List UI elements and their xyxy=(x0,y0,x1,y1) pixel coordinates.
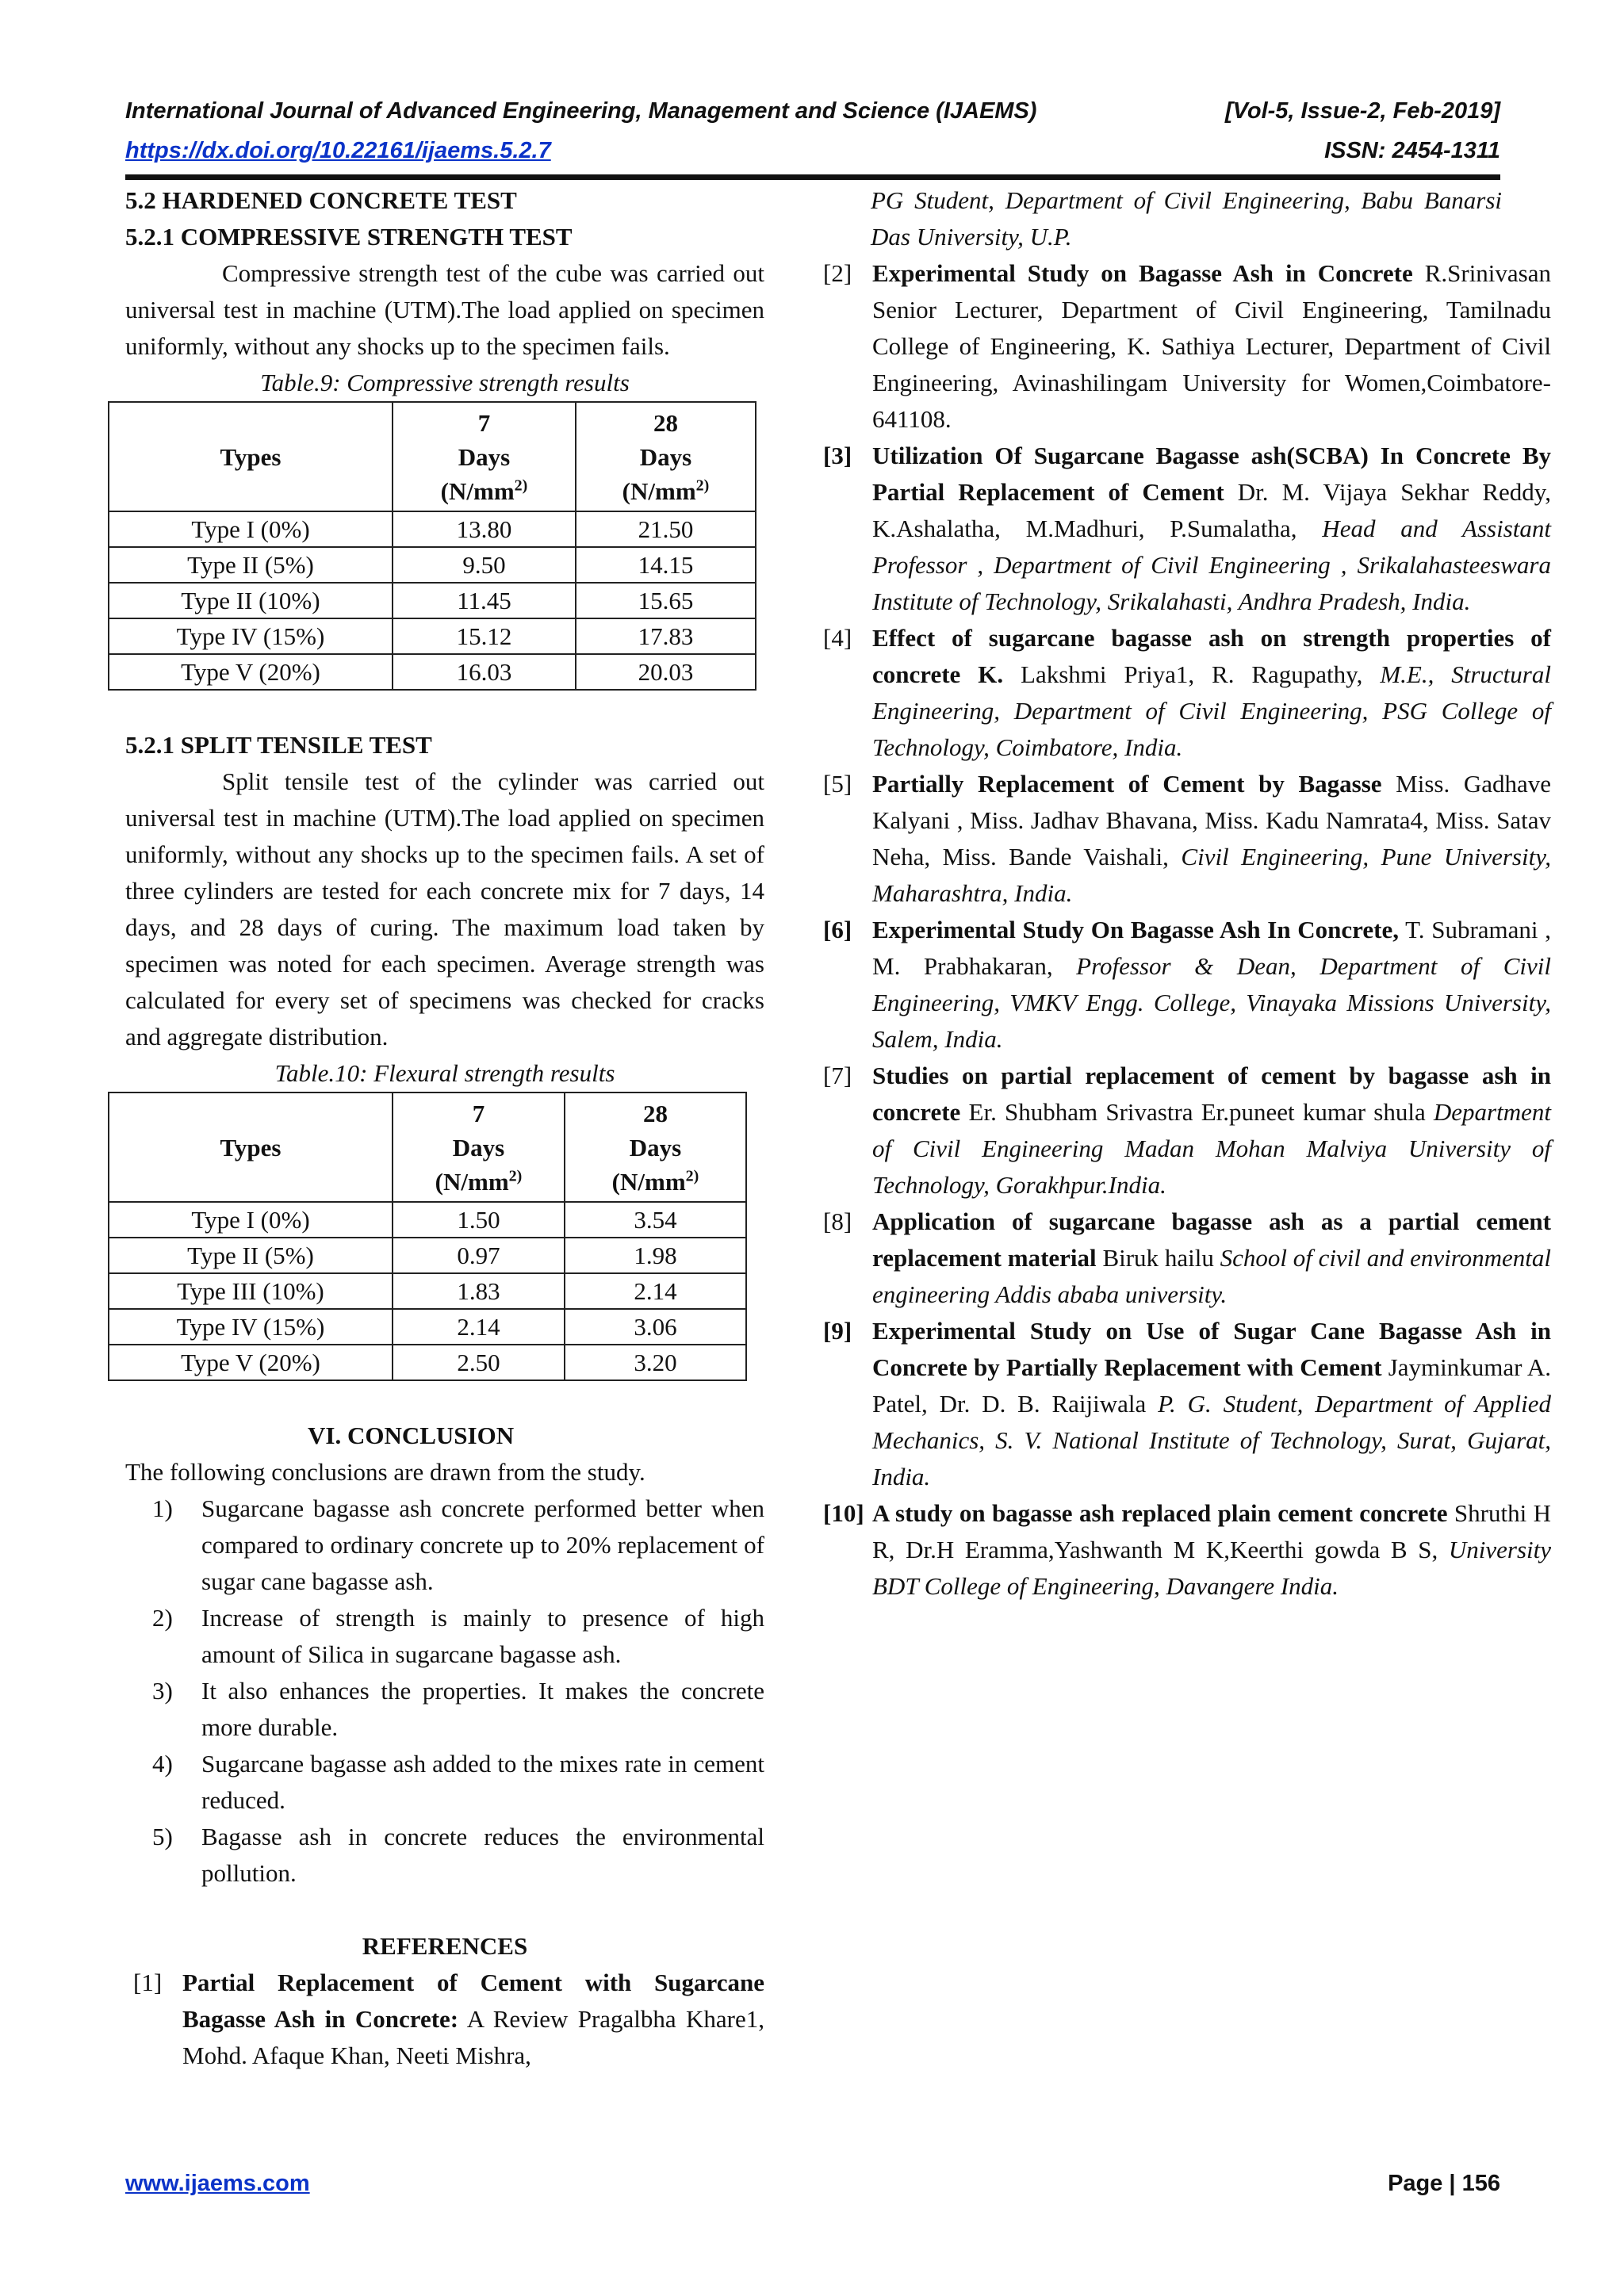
table-cell: Type V (20%) xyxy=(109,654,393,690)
table-cell: 0.97 xyxy=(393,1238,565,1273)
table-cell: Type II (5%) xyxy=(109,547,393,583)
reference-item xyxy=(823,1058,1551,1203)
table-header-cell: Types xyxy=(109,1093,393,1202)
website-link[interactable]: www.ijaems.com xyxy=(125,2171,310,2196)
table-cell: 3.20 xyxy=(565,1345,746,1380)
reference-authors: R.Srinivasan Senior Lecturer, Department of Civil Engineering, Tamilnadu College of Engineering, K. Sathiya Lecturer, Department of Civil Engineering, Avinashilingam University for Women,Coimbatore-641108. xyxy=(872,259,1551,433)
table-cell: 14.15 xyxy=(576,547,756,583)
table-cell: Type IV (15%) xyxy=(109,618,393,654)
table-cell: Type III (10%) xyxy=(109,1273,393,1309)
conclusion-text: Sugarcane bagasse ash concrete performed better when compared to ordinary concrete up to 20% replacement of sugar cane bagasse ash. xyxy=(201,1494,764,1595)
table-row xyxy=(109,511,756,547)
reference-item xyxy=(823,255,1551,438)
table-cell: 15.12 xyxy=(393,618,576,654)
left-column xyxy=(125,182,764,2074)
reference-authors: A Review Pragalbha Khare1, Mohd. Afaque Khan, Neeti Mishra, xyxy=(182,2005,764,2069)
conclusion-item xyxy=(125,1490,764,1600)
reference-item xyxy=(823,766,1551,912)
table-row xyxy=(109,1238,746,1273)
table-row xyxy=(109,1273,746,1309)
table-caption: Table.10: Flexural strength results xyxy=(274,1059,615,1087)
reference-title: Utilization Of Sugarcane Bagasse ash(SCBA) In Concrete By Partial Replacement of Cement xyxy=(872,442,1551,506)
section-heading: 5.2.1 SPLIT TENSILE TEST xyxy=(125,731,432,759)
conclusion-item xyxy=(125,1600,764,1673)
table-row xyxy=(109,618,756,654)
list-number: 3) xyxy=(152,1677,173,1705)
reference-title: Studies on partial replacement of cement by bagasse ash in concrete xyxy=(872,1062,1551,1126)
reference-number: [2] xyxy=(823,259,852,287)
reference-affiliation: PG Student, Department of Civil Engineering, Babu Banarsi Das University, U.P. xyxy=(871,186,1502,251)
table-row xyxy=(109,547,756,583)
table-header-cell: Types xyxy=(109,402,393,511)
conclusion-text: Increase of strength is mainly to presence of high amount of Silica in sugarcane bagasse ash. xyxy=(201,1604,764,1668)
table-row xyxy=(109,1345,746,1380)
doi-header xyxy=(125,138,1500,170)
journal-title: International Journal of Advanced Engineering, Management and Science (IJAEMS) xyxy=(125,98,1037,124)
section-heading: 5.2 HARDENED CONCRETE TEST xyxy=(125,186,517,214)
reference-item xyxy=(823,1313,1551,1495)
reference-item xyxy=(823,1203,1551,1313)
reference-title: A study on bagasse ash replaced plain cement concrete xyxy=(872,1499,1448,1527)
table-row xyxy=(109,1202,746,1238)
conclusion-text: It also enhances the properties. It makes the concrete more durable. xyxy=(201,1677,764,1741)
right-column xyxy=(823,182,1552,1605)
paragraph: Compressive strength test of the cube was carried out universal test in machine (UTM).The load applied on specimen uniformly, without any shocks up to the specimen fails. xyxy=(125,259,764,360)
reference-authors: Dr. M. Vijaya Sekhar Reddy, K.Ashalatha, M.Madhuri, P.Sumalatha, xyxy=(872,478,1552,542)
paragraph: The following conclusions are drawn from the study. xyxy=(125,1458,645,1486)
table-cell: 11.45 xyxy=(393,583,576,618)
reference-list xyxy=(125,1965,764,2074)
reference-number: [6] xyxy=(823,916,852,943)
reference-authors: Jayminkumar A. Patel, Dr. D. B. Raijiwala xyxy=(872,1353,1551,1418)
table-cell: Type V (20%) xyxy=(109,1345,393,1380)
table-cell: Type II (5%) xyxy=(109,1238,393,1273)
table-9 xyxy=(108,401,756,691)
list-number: 4) xyxy=(152,1750,173,1777)
table-row xyxy=(109,583,756,618)
table-cell: 13.80 xyxy=(393,511,576,547)
table-cell: Type IV (15%) xyxy=(109,1309,393,1345)
table-header-cell: 28 Days ($N/mm^{2)}$ xyxy=(576,402,756,511)
table-cell: 17.83 xyxy=(576,618,756,654)
paragraph: Split tensile test of the cylinder was carried out universal test in machine (UTM).The load applied on specimen uniformly, without any shocks up to the specimen fails. A set of three cylinders are tested for each concrete mix for 7 days, 14 days, and 28 days of curing. The maximum load taken by specimen was noted for each specimen. Average strength was calculated for every set of specimens was checked for cracks and aggregate distribution. xyxy=(125,767,764,1050)
reference-authors: Miss. Gadhave Kalyani , Miss. Jadhav Bhavana, Miss. Kadu Namrata4, Miss. Satav Neha, Miss. Bande Vaishali, xyxy=(872,770,1551,871)
reference-number: [1] xyxy=(133,1969,163,1996)
table-cell: 2.14 xyxy=(565,1273,746,1309)
table-cell: 21.50 xyxy=(576,511,756,547)
table-cell: 3.06 xyxy=(565,1309,746,1345)
reference-number: [4] xyxy=(823,624,852,652)
reference-item xyxy=(823,1495,1551,1605)
table-cell: 15.65 xyxy=(576,583,756,618)
section-heading: REFERENCES xyxy=(362,1932,528,1960)
table-cell: Type II (10%) xyxy=(109,583,393,618)
reference-authors: Shruthi H R, Dr.H Eramma,Yashwanth M K,Keerthi gowda B S, xyxy=(872,1499,1551,1563)
reference-item xyxy=(823,912,1551,1058)
table-header-cell: 7 Days ($N/mm^{2)}$ xyxy=(393,1093,565,1202)
reference-item xyxy=(823,438,1551,620)
table-cell: 1.50 xyxy=(393,1202,565,1238)
table-cell: 2.14 xyxy=(393,1309,565,1345)
reference-authors: Lakshmi Priya1, R. Ragupathy, xyxy=(1003,660,1363,688)
reference-affiliation: Professor & Dean, Department of Civil Engineering, VMKV Engg. College, Vinayaka Missions University, Salem, India. xyxy=(872,952,1551,1053)
reference-title: Application of sugarcane bagasse ash as a partial cement replacement material xyxy=(872,1207,1551,1272)
reference-continuation xyxy=(871,182,1502,255)
conclusion-item xyxy=(125,1746,764,1819)
table-cell: 2.50 xyxy=(393,1345,565,1380)
volume-info: [Vol-5, Issue-2, Feb-2019] xyxy=(1224,98,1500,124)
reference-number: [9] xyxy=(823,1317,852,1345)
conclusion-list xyxy=(125,1490,764,1892)
journal-header xyxy=(125,98,1500,130)
reference-authors: T. Subramani , M. Prabhakaran, xyxy=(872,916,1551,980)
reference-number: [5] xyxy=(823,770,852,798)
section-heading: 5.2.1 COMPRESSIVE STRENGTH TEST xyxy=(125,223,573,251)
reference-number: [8] xyxy=(823,1207,852,1235)
list-number: 1) xyxy=(152,1494,173,1522)
table-cell: 9.50 xyxy=(393,547,576,583)
reference-affiliation: Civil Engineering, Pune University, Maharashtra, India. xyxy=(872,843,1551,907)
page-number: Page | 156 xyxy=(1388,2171,1500,2196)
reference-affiliation: Department of Civil Engineering Madan Mohan Malviya University of Technology, Gorakhpur.India. xyxy=(872,1098,1551,1199)
reference-title: Effect of sugarcane bagasse ash on strength properties of concrete K. xyxy=(872,624,1551,688)
table-caption: Table.9: Compressive strength results xyxy=(260,369,630,396)
table-cell: Type I (0%) xyxy=(109,1202,393,1238)
doi-link[interactable]: https://dx.doi.org/10.22161/ijaems.5.2.7 xyxy=(125,138,551,163)
table-cell: 3.54 xyxy=(565,1202,746,1238)
conclusion-text: Sugarcane bagasse ash added to the mixes rate in cement reduced. xyxy=(201,1750,764,1814)
table-header-cell: 7 Days ($N/mm^{2)}$ xyxy=(393,402,576,511)
reference-affiliation: M.E., Structural Engineering, Department of Civil Engineering, PSG College of Technology, Coimbatore, India. xyxy=(872,660,1551,761)
reference-number: [7] xyxy=(823,1062,852,1089)
reference-authors: Biruk hailu xyxy=(1096,1244,1214,1272)
reference-title: Experimental Study On Bagasse Ash In Concrete, xyxy=(872,916,1399,943)
issn: ISSN: 2454-1311 xyxy=(1324,138,1500,163)
table-row xyxy=(109,1309,746,1345)
table-header-cell: 28 Days ($N/mm^{2)}$ xyxy=(565,1093,746,1202)
conclusion-item xyxy=(125,1673,764,1746)
header-rule xyxy=(125,174,1500,180)
reference-list xyxy=(823,255,1552,1605)
table-cell: 1.83 xyxy=(393,1273,565,1309)
table-cell: 20.03 xyxy=(576,654,756,690)
list-number: 2) xyxy=(152,1604,173,1632)
reference-item xyxy=(125,1965,764,2074)
table-cell: Type I (0%) xyxy=(109,511,393,547)
table-10 xyxy=(108,1092,747,1381)
reference-affiliation: University BDT College of Engineering, Davangere India. xyxy=(872,1536,1552,1600)
conclusion-item xyxy=(125,1819,764,1892)
reference-affiliation: School of civil and environmental engineering Addis ababa university. xyxy=(872,1244,1551,1308)
conclusion-text: Bagasse ash in concrete reduces the environmental pollution. xyxy=(201,1823,764,1887)
reference-title: Partial Replacement of Cement with Sugarcane Bagasse Ash in Concrete: xyxy=(182,1969,764,2033)
reference-number: [10] xyxy=(823,1499,864,1527)
table-cell: 1.98 xyxy=(565,1238,746,1273)
list-number: 5) xyxy=(152,1823,173,1850)
reference-number: [3] xyxy=(823,442,852,469)
reference-title: Partially Replacement of Cement by Bagasse xyxy=(872,770,1382,798)
reference-authors: Er. Shubham Srivastra Er.puneet kumar shula xyxy=(960,1098,1426,1126)
reference-affiliation: P. G. Student, Department of Applied Mechanics, S. V. National Institute of Technology, Surat, Gujarat, India. xyxy=(872,1390,1552,1490)
section-heading: VI. CONCLUSION xyxy=(308,1422,515,1449)
reference-item xyxy=(823,620,1551,766)
reference-affiliation: Head and Assistant Professor , Department of Civil Engineering , Srikalahasteeswara Institute of Technology, Srikalahasti, Andhra Pradesh, India. xyxy=(872,515,1552,615)
reference-title: Experimental Study on Bagasse Ash in Concrete xyxy=(872,259,1413,287)
page-footer xyxy=(125,2171,1500,2202)
table-cell: 16.03 xyxy=(393,654,576,690)
table-row xyxy=(109,654,756,690)
reference-title: Experimental Study on Use of Sugar Cane Bagasse Ash in Concrete by Partially Replacement with Cement xyxy=(872,1317,1551,1381)
